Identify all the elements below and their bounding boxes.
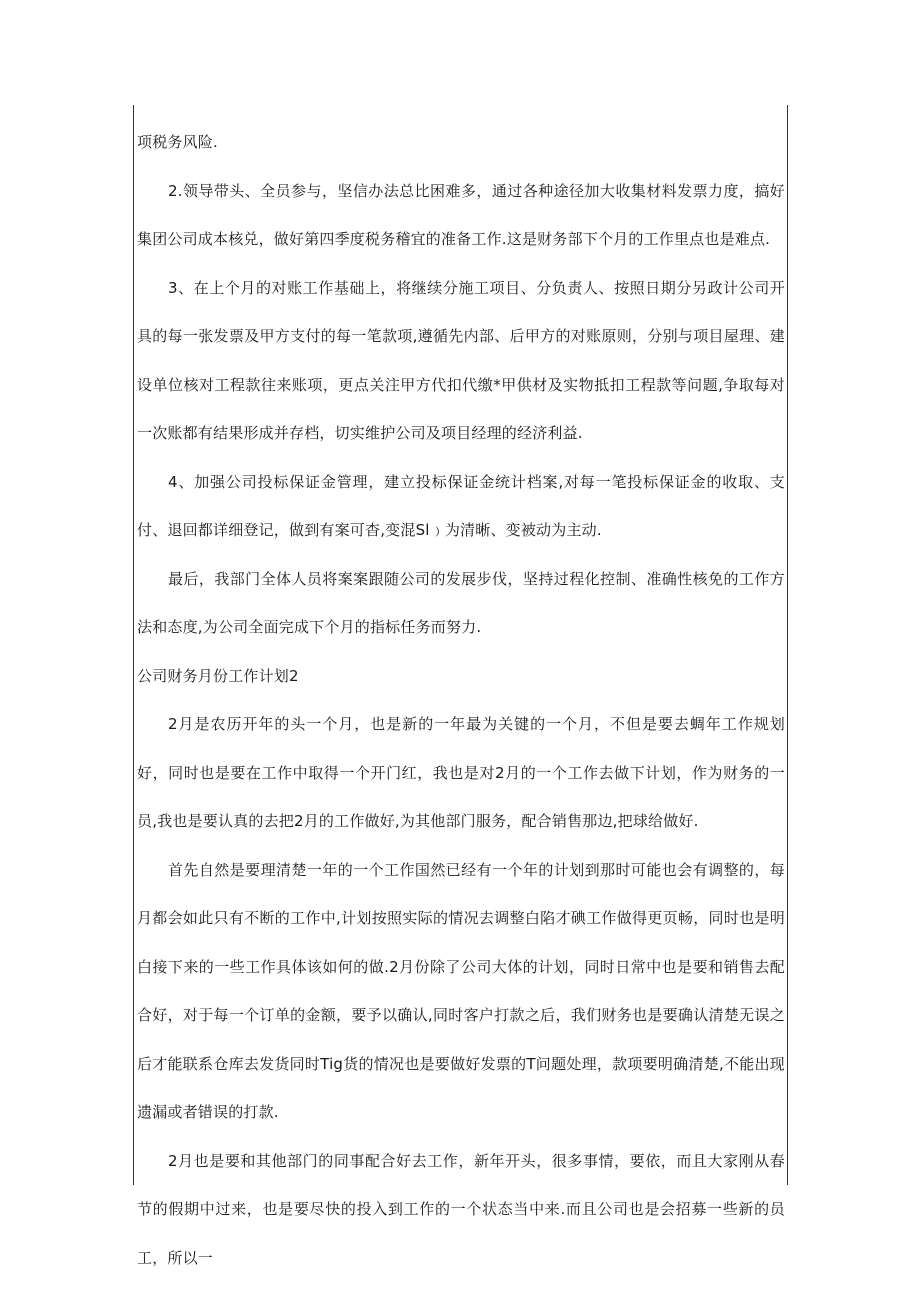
left-margin-rule xyxy=(133,105,134,1185)
paragraph-tax-risk-continuation: 项税务风险. xyxy=(137,133,218,151)
paragraph-item-4: 4、加强公司投标保证金管理，建立投标保证金统计档案,对每一笔投标保证金的收取、支付、退回都详细登记，做到有案可杳,变混Sl﹚为清晰、变被动为主动. xyxy=(137,472,785,539)
paragraph-conclusion: 最后，我部门全体人员将案案跟随公司的发展步伐，坚持过程化控制、准确性核免的工作方法和态度,为公司全面完成下个月的指标任务而努力. xyxy=(137,569,785,636)
paragraph-february-intro: 2月是农历开年的头一个月，也是新的一年最为关键的一个月，不但是要去蜩年工作规划好，同时也是要在工作中取得一个开门红，我也是对2月的一个工作去做下计划，作为财务的一员,我也是要认真的去把2月的工作做好,为其他部门服务，配合销售那边,把球给做好. xyxy=(137,715,785,830)
right-margin-rule xyxy=(787,105,788,1185)
paragraph-item-3: 3、在上个月的对账工作基础上，将继续分施工项目、分负责人、按照日期分另政计公司开具的每一张发票及甲方支付的每一笔款项,遵循先内部、后甲方的对账原则，分别与项目屋理、建设单位核对工程款往来账项，更点关注甲方代扣代缴*甲供材及实物抵扣工程款等问题,争取每对一次账都有结果形成并存档，切实维护公司及项目经理的经济利益. xyxy=(137,278,785,442)
section-heading: 公司财务月份工作计划2 xyxy=(137,666,299,685)
document-body xyxy=(137,118,785,1282)
paragraph-item-2: 2.领导带头、全员参与，坚信办法总比困难多，通过各种途径加大收集材料发票力度，搞好集团公司成本核兑，做好第四季度税务稽宜的准备工作.这是财务部下个月的工作里点也是难点. xyxy=(137,181,785,248)
paragraph-february-coordination: 2月也是要和其他部门的同事配合好去工作，新年开头，很多事情，要依，而且大家刚从春节的假期中过来，也是要尽快的投入到工作的一个状态当中来.而且公司也是会招募一些新的员工，所以一 xyxy=(137,1151,785,1267)
paragraph-february-plan: 首先自然是要理清楚一年的一个工作国然已经有一个年的计划到那时可能也会有调整的，每月都会如此只有不断的工作中,计划按照实际的情况去调整白陷才碘工作做得更页畅，同时也是明白接下来的一些工作具体该如何的做.2月份除了公司大体的计划，同时日常中也是要和销售去配合好，对于每一个订单的金额，要予以确认,同时客户打款之后，我们财务也是要确认清楚无误之后才能联系仓库去发货同时Tig货的情况也是要做好发票的T问题处理，款项要明确清楚,不能出现遗漏或者错误的打款. xyxy=(137,860,785,1121)
